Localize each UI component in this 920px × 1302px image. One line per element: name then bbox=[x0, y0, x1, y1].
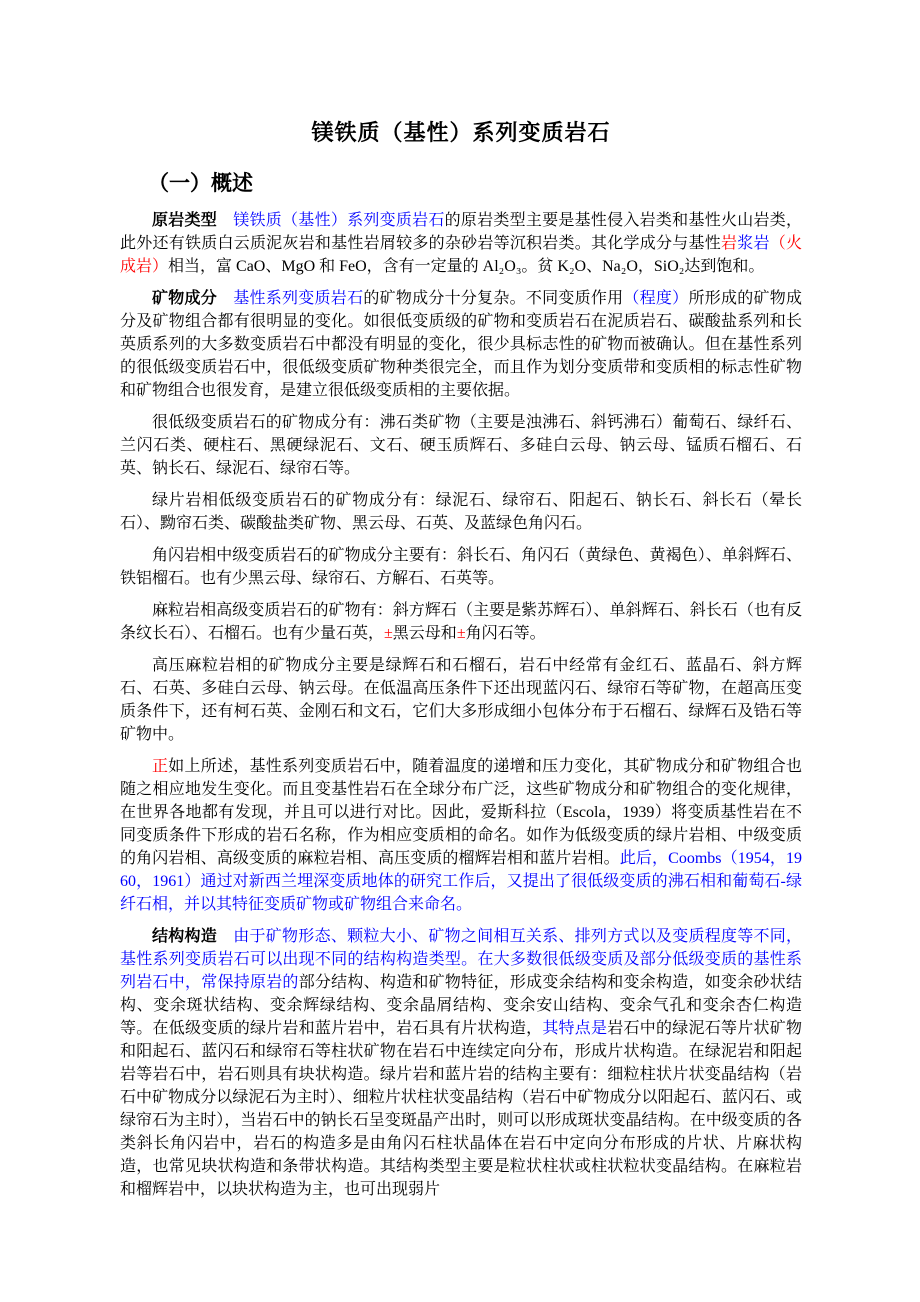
text-run: 此后，Coombs（1954，1960，1961）通过对新西兰埋深变质地体的研究工作后，又提出了很低级变质的沸石相和葡萄石-绿纤石相，并以其特征变质矿物或矿物组合来命名。 bbox=[120, 850, 802, 913]
text-run: 角闪岩相中级变质岩石的矿物成分主要有：斜长石、角闪石（黄绿色、黄褐色）、单斜辉石、铁铝榴石。也有少黑云母、绿帘石、方解石、石英等。 bbox=[120, 547, 802, 587]
paragraph bbox=[120, 489, 802, 535]
text-run: 绿片岩相低级变质岩石的矿物成分有：绿泥石、绿帘石、阳起石、钠长石、斜长石（晕长石）、黝帘石类、碳酸盐类矿物、黑云母、石英、及蓝绿色角闪石。 bbox=[120, 492, 802, 532]
text-run: 很低级变质岩石的矿物成分有：沸石类矿物（主要是浊沸石、斜钙沸石）葡萄石、绿纤石、兰闪石类、硬柱石、黑硬绿泥石、文石、硬玉质辉石、多硅白云母、钠云母、锰质石榴石、石英、钠长石、绿泥石、绿帘石等。 bbox=[120, 414, 802, 477]
paragraph bbox=[120, 287, 802, 402]
text-run: 基性系列变质岩石 bbox=[217, 290, 364, 307]
text-run: 结构构造 bbox=[152, 928, 218, 945]
paragraph bbox=[120, 925, 802, 1201]
paragraph bbox=[120, 209, 802, 278]
paragraph bbox=[120, 755, 802, 916]
text-run: 如上所述，基性系列变质岩石中，随着温度的递增和压力变化，其矿物成分和矿物组合也随之相应地发生变化。而且变基性岩石在全球分布广泛，这些矿物成分和矿物组合的变化规律，在世界各地都有发现，并且可以进行对比。因此，爱斯科拉（Escola，1939）将变质基性岩在不同变质条件下形成的岩石名称，作为相应变质相的命名。如作为低级变质的绿片岩相、中级变质的角闪岩相、高级变质的麻粒岩相、高压变质的榴辉岩相和蓝片岩相。 bbox=[120, 758, 802, 867]
paragraph bbox=[120, 599, 802, 645]
text-run: 的原岩类型主要是基性侵入岩类和基性火山岩类，此外还有铁质白云质泥灰岩和基性岩屑较多的杂砂岩等沉积岩类。其化学成分与基性 bbox=[120, 212, 802, 252]
text-run: 原岩类型 bbox=[152, 212, 218, 229]
section-heading: （一）概述 bbox=[148, 171, 253, 195]
text-run: 浆岩 bbox=[737, 235, 770, 252]
paragraph bbox=[120, 544, 802, 590]
text-run: 角闪石等。 bbox=[465, 625, 546, 642]
text-run: 岩 bbox=[720, 235, 738, 252]
document-title: 镁铁质（基性）系列变质岩石 bbox=[311, 120, 611, 145]
text-run: 所形成的矿物成分及矿物组合都有很明显的变化。如很低变质级的矿物和变质岩石在泥质岩石、碳酸盐系列和长英质系列的大多数变质岩石中都没有明显的变化，很少具标志性的矿物而被确认。但在基性系列的很低级变质岩石中，很低级变质矿物种类很完全，而且作为划分变质带和变质相的标志性矿物和矿物组合也很发育，是建立很低级变质相的主要依据。 bbox=[120, 290, 802, 399]
document-body bbox=[120, 209, 802, 1201]
text-run: 部分结构、构造和矿物特征，形成变余结构和变余构造，如变余砂状结构、变余斑状结构、变余辉绿结构、变余晶屑结构、变余安山结构、变余气孔和变余杏仁构造等。在低级变质的绿片岩和蓝片岩中，岩石具有片状构造， bbox=[120, 974, 802, 1037]
text-run: ± bbox=[456, 625, 466, 642]
text-run: 麻粒岩相高级变质岩石的矿物有：斜方辉石（主要是紫苏辉石）、单斜辉石、斜长石（也有反条纹长石）、石榴石。也有少量石英， bbox=[120, 602, 802, 642]
text-run: 其特点是 bbox=[542, 1020, 608, 1037]
text-run: 的矿物成分十分复杂。不同变质作用 bbox=[363, 290, 624, 307]
text-run: 矿物成分 bbox=[152, 290, 218, 307]
text-run: 镁铁质（基性）系列变质岩石 bbox=[217, 212, 445, 229]
text-run: （火成岩） bbox=[120, 235, 802, 275]
text-run: ± bbox=[384, 625, 393, 642]
text-run: 正 bbox=[152, 758, 169, 775]
paragraph bbox=[120, 654, 802, 746]
text-run: 岩石中的绿泥石等片状矿物和阳起石、蓝闪石和绿帘石等柱状矿物在岩石中连续定向分布，形成片状构造。在绿泥岩和阳起岩等岩石中，岩石则具有块状构造。绿片岩和蓝片岩的结构主要有：细粒柱状片状变晶结构（岩石中矿物成分以绿泥石为主时）、细粒片状柱状变晶结构（岩石中矿物成分以阳起石、蓝闪石、或绿帘石为主时），当岩石中的钠长石呈变斑晶产出时，则可以形成斑状变晶结构。在中级变质的各类斜长角闪岩中，岩石的构造多是由角闪石柱状晶体在岩石中定向分布形成的片状、片麻状构造，也常见块状构造和条带状构造。其结构类型主要是粒状柱状或柱状粒状变晶结构。在麻粒岩和榴辉岩中，以块状构造为主，也可出现弱片 bbox=[120, 1020, 802, 1198]
text-run: 高压麻粒岩相的矿物成分主要是绿辉石和石榴石，岩石中经常有金红石、蓝晶石、斜方辉石、石英、多硅白云母、钠云母。在低温高压条件下还出现蓝闪石、绿帘石等矿物，在超高压变质条件下，还有柯石英、金刚石和文石，它们大多形成细小包体分布于石榴石、绿辉石及锆石等矿物中。 bbox=[120, 657, 802, 743]
text-run: 黑云母和 bbox=[392, 625, 457, 642]
text-run: 由于矿物形态、颗粒大小、矿物之间相互关系、排列方式以及变质程度等不同，基性系列变质岩石可以出现不同的结构构造类型。在大多数很低级变质及部分低级变质的基性系列岩石中，常保持原岩的 bbox=[120, 928, 802, 991]
paragraph bbox=[120, 411, 802, 480]
text-run: 相当，富 CaO、MgO 和 FeO，含有一定量的 Al₂O₃。贫 K₂O、Na₂O，SiO₂达到饱和。 bbox=[168, 258, 765, 275]
text-run: （程度） bbox=[623, 290, 689, 307]
